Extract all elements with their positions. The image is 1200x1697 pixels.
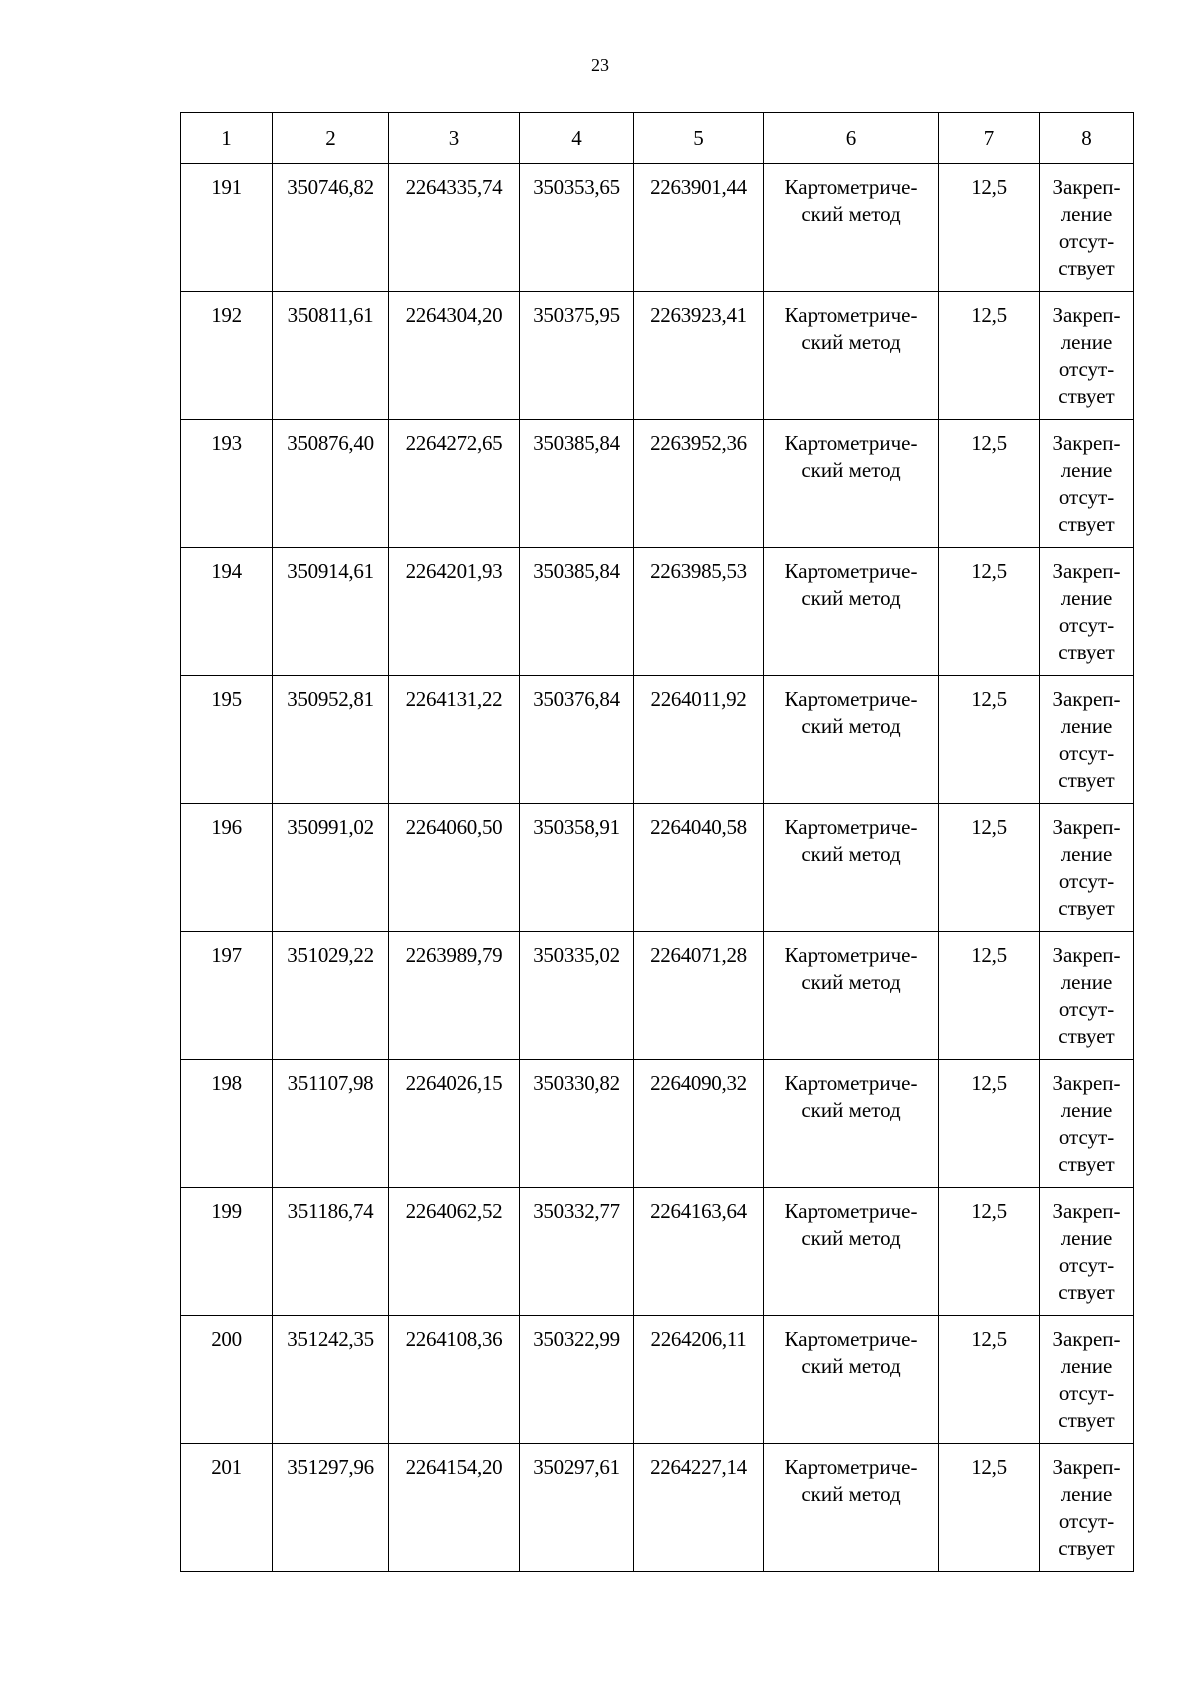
cell-accuracy: 12,5 (939, 1060, 1040, 1188)
cell-accuracy: 12,5 (939, 1188, 1040, 1316)
cell-coord-y: 2264335,74 (389, 164, 520, 292)
cell-fixation: Закреп- ление отсут- ствует (1040, 804, 1134, 932)
cell-coord-x2: 350297,61 (520, 1444, 634, 1572)
table-row (181, 804, 1134, 932)
cell-coord-y2: 2264163,64 (634, 1188, 764, 1316)
cell-point-number: 200 (181, 1316, 273, 1444)
cell-coord-x2: 350332,77 (520, 1188, 634, 1316)
cell-coord-x: 351029,22 (273, 932, 389, 1060)
cell-coord-y: 2264062,52 (389, 1188, 520, 1316)
cell-coord-x2: 350335,02 (520, 932, 634, 1060)
cell-fixation: Закреп- ление отсут- ствует (1040, 1188, 1134, 1316)
cell-accuracy: 12,5 (939, 676, 1040, 804)
cell-point-number: 196 (181, 804, 273, 932)
cell-coord-x2: 350376,84 (520, 676, 634, 804)
table-row (181, 1060, 1134, 1188)
cell-coord-y: 2264060,50 (389, 804, 520, 932)
cell-accuracy: 12,5 (939, 932, 1040, 1060)
cell-coord-x: 351297,96 (273, 1444, 389, 1572)
cell-coord-x2: 350330,82 (520, 1060, 634, 1188)
cell-fixation: Закреп- ление отсут- ствует (1040, 292, 1134, 420)
cell-coord-y: 2264026,15 (389, 1060, 520, 1188)
cell-method: Картометриче- ский метод (764, 1444, 939, 1572)
cell-coord-x2: 350385,84 (520, 420, 634, 548)
cell-point-number: 197 (181, 932, 273, 1060)
cell-coord-x: 350952,81 (273, 676, 389, 804)
column-header-1: 1 (181, 113, 273, 164)
cell-coord-y2: 2263952,36 (634, 420, 764, 548)
cell-method: Картометриче- ский метод (764, 804, 939, 932)
cell-method: Картометриче- ский метод (764, 676, 939, 804)
cell-coord-x: 350991,02 (273, 804, 389, 932)
column-header-2: 2 (273, 113, 389, 164)
cell-coord-x: 350876,40 (273, 420, 389, 548)
table-row (181, 420, 1134, 548)
cell-coord-y: 2264201,93 (389, 548, 520, 676)
cell-point-number: 199 (181, 1188, 273, 1316)
cell-coord-y2: 2263901,44 (634, 164, 764, 292)
table-row (181, 164, 1134, 292)
cell-coord-x: 350914,61 (273, 548, 389, 676)
cell-method: Картометриче- ский метод (764, 1316, 939, 1444)
cell-accuracy: 12,5 (939, 1444, 1040, 1572)
cell-coord-x: 350811,61 (273, 292, 389, 420)
cell-fixation: Закреп- ление отсут- ствует (1040, 676, 1134, 804)
table-body (181, 164, 1134, 1572)
column-header-4: 4 (520, 113, 634, 164)
cell-method: Картометриче- ский метод (764, 1188, 939, 1316)
column-header-8: 8 (1040, 113, 1134, 164)
table-row (181, 1316, 1134, 1444)
coordinates-table (180, 112, 1134, 1572)
cell-point-number: 191 (181, 164, 273, 292)
cell-accuracy: 12,5 (939, 804, 1040, 932)
cell-coord-x2: 350322,99 (520, 1316, 634, 1444)
cell-coord-y: 2264108,36 (389, 1316, 520, 1444)
table-row (181, 932, 1134, 1060)
cell-coord-y2: 2264011,92 (634, 676, 764, 804)
cell-coord-y: 2264154,20 (389, 1444, 520, 1572)
column-header-7: 7 (939, 113, 1040, 164)
cell-method: Картометриче- ский метод (764, 292, 939, 420)
cell-point-number: 195 (181, 676, 273, 804)
cell-point-number: 198 (181, 1060, 273, 1188)
cell-method: Картометриче- ский метод (764, 1060, 939, 1188)
cell-method: Картометриче- ский метод (764, 548, 939, 676)
cell-point-number: 201 (181, 1444, 273, 1572)
table-row (181, 1188, 1134, 1316)
column-header-5: 5 (634, 113, 764, 164)
table-row (181, 1444, 1134, 1572)
cell-coord-y2: 2264040,58 (634, 804, 764, 932)
cell-fixation: Закреп- ление отсут- ствует (1040, 1444, 1134, 1572)
cell-coord-y: 2263989,79 (389, 932, 520, 1060)
cell-point-number: 194 (181, 548, 273, 676)
cell-point-number: 192 (181, 292, 273, 420)
cell-fixation: Закреп- ление отсут- ствует (1040, 420, 1134, 548)
cell-coord-x2: 350353,65 (520, 164, 634, 292)
cell-coord-y: 2264272,65 (389, 420, 520, 548)
cell-fixation: Закреп- ление отсут- ствует (1040, 1316, 1134, 1444)
cell-coord-y2: 2264206,11 (634, 1316, 764, 1444)
table-header-row (181, 113, 1134, 164)
cell-coord-x: 351242,35 (273, 1316, 389, 1444)
cell-coord-x: 351107,98 (273, 1060, 389, 1188)
column-header-6: 6 (764, 113, 939, 164)
cell-coord-y2: 2263985,53 (634, 548, 764, 676)
cell-coord-x2: 350385,84 (520, 548, 634, 676)
cell-coord-y: 2264304,20 (389, 292, 520, 420)
page-number: 23 (591, 55, 609, 75)
table-row (181, 676, 1134, 804)
cell-coord-y2: 2264227,14 (634, 1444, 764, 1572)
cell-fixation: Закреп- ление отсут- ствует (1040, 548, 1134, 676)
cell-coord-x2: 350375,95 (520, 292, 634, 420)
cell-fixation: Закреп- ление отсут- ствует (1040, 1060, 1134, 1188)
cell-point-number: 193 (181, 420, 273, 548)
table-row (181, 548, 1134, 676)
cell-accuracy: 12,5 (939, 164, 1040, 292)
cell-fixation: Закреп- ление отсут- ствует (1040, 164, 1134, 292)
cell-coord-x2: 350358,91 (520, 804, 634, 932)
cell-accuracy: 12,5 (939, 1316, 1040, 1444)
cell-coord-y: 2264131,22 (389, 676, 520, 804)
cell-coord-y2: 2264071,28 (634, 932, 764, 1060)
cell-method: Картометриче- ский метод (764, 420, 939, 548)
cell-accuracy: 12,5 (939, 420, 1040, 548)
cell-method: Картометриче- ский метод (764, 932, 939, 1060)
cell-coord-x: 351186,74 (273, 1188, 389, 1316)
cell-method: Картометриче- ский метод (764, 164, 939, 292)
cell-coord-y2: 2264090,32 (634, 1060, 764, 1188)
cell-accuracy: 12,5 (939, 548, 1040, 676)
table-row (181, 292, 1134, 420)
cell-coord-y2: 2263923,41 (634, 292, 764, 420)
cell-coord-x: 350746,82 (273, 164, 389, 292)
column-header-3: 3 (389, 113, 520, 164)
cell-fixation: Закреп- ление отсут- ствует (1040, 932, 1134, 1060)
cell-accuracy: 12,5 (939, 292, 1040, 420)
